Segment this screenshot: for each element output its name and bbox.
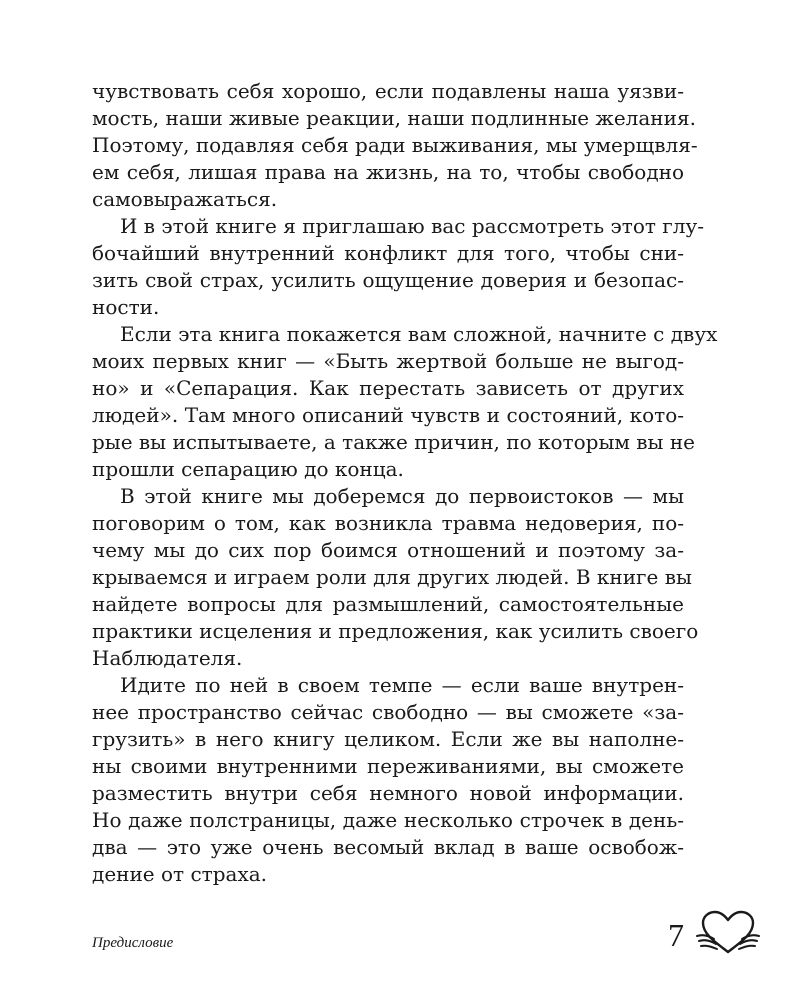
section-label: Предисловие <box>92 935 174 951</box>
text-line: Наблюдателя. <box>92 646 243 670</box>
heart-hands-icon <box>695 908 761 958</box>
text-line: Идите по ней в своем темпе — если ваше внутрен- <box>120 673 684 697</box>
text-line: ем себя, лишая права на жизнь, на то, чтобы свободно <box>92 160 684 184</box>
text-line: моих первых книг — «Быть жертвой больше не выгод- <box>92 349 684 373</box>
text-line: но» и «Сепарация. Как перестать зависеть от других <box>92 376 684 400</box>
page-body <box>92 78 718 888</box>
text-line: ности. <box>92 295 160 319</box>
text-line: нее пространство сейчас свободно — вы сможете «за- <box>92 700 684 724</box>
text-line: поговорим о том, как возникла травма недоверия, по- <box>92 511 684 535</box>
paragraph-3 <box>92 321 718 483</box>
text-line: найдете вопросы для размышлений, самостоятельные <box>92 592 684 616</box>
text-line: Если эта книга покажется вам сложной, начните с двух <box>120 322 718 346</box>
text-line: В этой книге мы доберемся до первоистоков — мы <box>120 484 684 508</box>
text-line: бочайший внутренний конфликт для того, чтобы сни- <box>92 241 684 265</box>
text-line: самовыражаться. <box>92 187 278 211</box>
text-line: Поэтому, подавляя себя ради выживания, мы умерщвля- <box>92 133 698 157</box>
text-line: грузить» в него книгу целиком. Если же вы наполне- <box>92 727 684 751</box>
text-line: дение от страха. <box>92 862 268 886</box>
text-line: мость, наши живые реакции, наши подлинные желания. <box>92 106 696 130</box>
text-line: Но даже полстраницы, даже несколько строчек в день- <box>92 808 684 832</box>
text-line: людей». Там много описаний чувств и состояний, кото- <box>92 403 684 427</box>
text-line: чему мы до сих пор боимся отношений и поэтому за- <box>92 538 684 562</box>
paragraph-4 <box>92 483 699 672</box>
page-number: 7 <box>668 917 684 953</box>
text-line: ны своими внутренними переживаниями, вы сможете <box>92 754 684 778</box>
paragraph-1 <box>92 78 698 213</box>
text-line: прошли сепарацию до конца. <box>92 457 404 481</box>
text-line: зить свой страх, усилить ощущение доверия и безопас- <box>92 268 684 292</box>
text-line: крываемся и играем роли для других людей. В книге вы <box>92 565 692 589</box>
paragraph-2 <box>92 213 704 321</box>
text-line: разместить внутри себя немного новой информации. <box>92 781 684 805</box>
text-line: И в этой книге я приглашаю вас рассмотреть этот глу- <box>120 214 704 238</box>
text-line: рые вы испытываете, а также причин, по которым вы не <box>92 430 695 454</box>
text-line: чувствовать себя хорошо, если подавлены наша уязви- <box>92 79 684 103</box>
paragraph-5 <box>92 672 684 888</box>
text-line: практики исцеления и предложения, как усилить своего <box>92 619 699 643</box>
text-line: два — это уже очень весомый вклад в ваше освобож- <box>92 835 684 859</box>
